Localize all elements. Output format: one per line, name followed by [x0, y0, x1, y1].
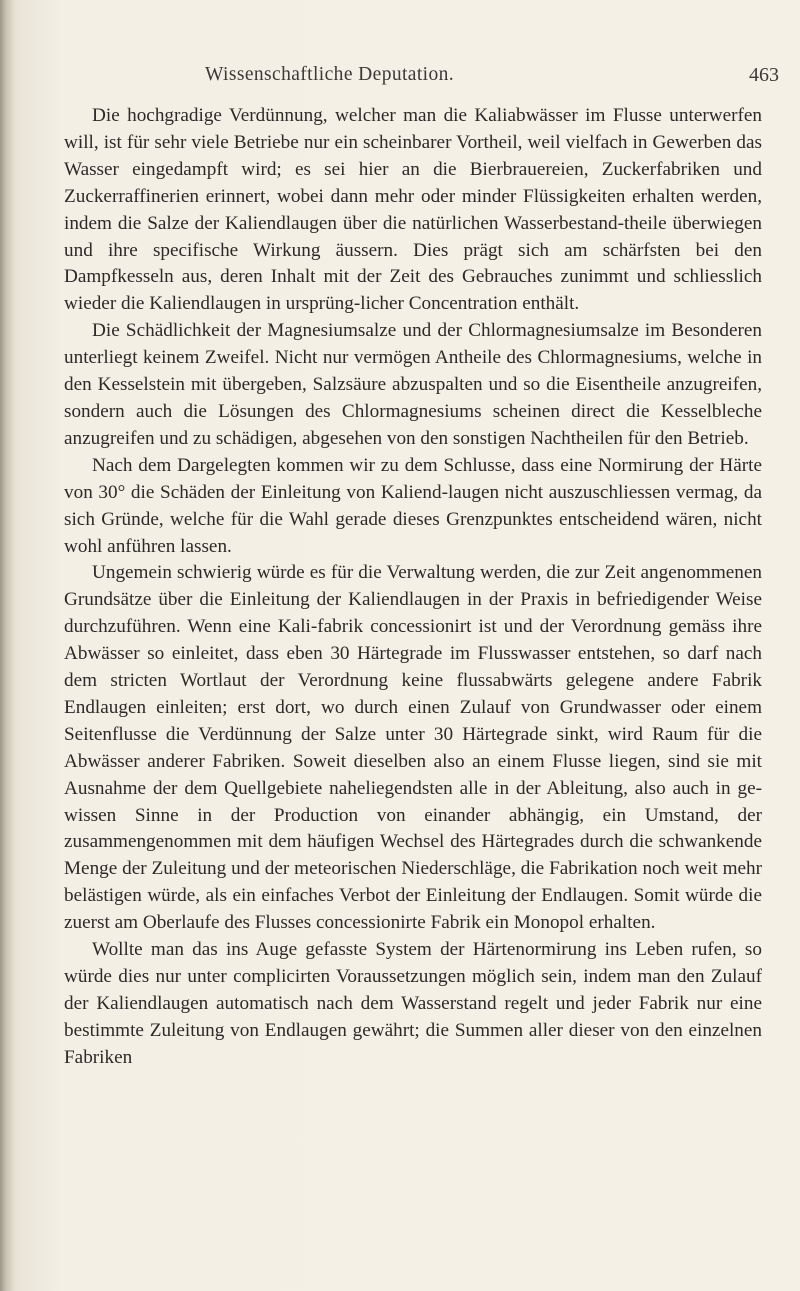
paragraph-1: Die hochgradige Verdünnung, welcher man die Kaliabwässer im Flusse unterwerfen will, ist für sehr viele Betriebe nur ein scheinbarer Vortheil, weil vielfach in Gewerben das Wasser eingedampft wird; es sei hier an die Bierbrauereien, Zuckerfabriken und Zuckerraffinerien erinnert, wobei dann mehr oder minder Flüssigkeiten erhalten werden, indem die Salze der Kaliendlaugen über die natürlichen Wasserbestand-theile überwiegen und ihre specifische Wirkung äussern. Dies prägt sich am schärfsten bei den Dampfkesseln aus, deren Inhalt mit der Zeit des Gebrauches zunimmt und schliesslich wieder die Kaliendlaugen in ursprüng-licher Concentration enthält. — [64, 105, 762, 315]
paragraph-5: Wollte man das ins Auge gefasste System der Härtenormirung ins Leben rufen, so würde dies nur unter complicirten Voraussetzungen möglich sein, indem man den Zulauf der Kaliendlaugen automatisch nach dem Wasserstand regelt und jeder Fabrik nur eine bestimmte Zuleitung von Endlaugen gewährt; die Summen aller dieser von den einzelnen Fabriken — [64, 939, 762, 1068]
paragraph-2: Die Schädlichkeit der Magnesiumsalze und der Chlormagnesiumsalze im Besonderen unterliegt keinem Zweifel. Nicht nur vermögen Antheile des Chlormagnesiums, welche in den Kesselstein mit übergeben, Salzsäure abzuspalten und so die Eisentheile anzugreifen, sondern auch die Lösungen des Chlormagnesiums scheinen direct die Kesselbleche anzugreifen und zu schädigen, abgesehen von den sonstigen Nachtheilen für den Betrieb. — [64, 320, 762, 449]
page-binding-edge — [0, 0, 14, 1291]
paragraph-3: Nach dem Dargelegten kommen wir zu dem Schlusse, dass eine Normirung der Härte von 30° die Schäden der Einleitung von Kaliend-laugen nicht auszuschliessen vermag, da sich Gründe, welche für die Wahl gerade dieses Grenzpunktes entscheidend wären, nicht wohl anführen lassen. — [64, 454, 762, 557]
body-text — [64, 103, 762, 1072]
page-number: 463 — [749, 64, 779, 86]
running-head: Wissenschaftliche Deputation. — [205, 64, 455, 85]
page-header — [205, 64, 779, 94]
paragraph-4: Ungemein schwierig würde es für die Verwaltung werden, die zur Zeit angenommenen Grundsätze über die Einleitung der Kaliendlaugen in der Praxis in befriedigender Weise durchzuführen. Wenn eine Kali-fabrik concessionirt ist und der Verordnung gemäss ihre Abwässer so einleitet, dass eben 30 Härtegrade im Flusswasser entstehen, so darf nach dem stricten Wortlaut der Verordnung keine flussabwärts gelegene andere Fabrik Endlaugen einleiten; erst dort, wo durch einen Zulauf von Grundwasser oder einem Seitenflusse die Verdünnung der Salze unter 30 Härtegrade sinkt, wird Raum für die Abwässer anderer Fabriken. Soweit dieselben also an einem Flusse liegen, sind sie mit Ausnahme der dem Quellgebiete naheliegendsten alle in der Ableitung, also auch in ge-wissen Sinne in der Production von einander abhängig, ein Umstand, der zusammengenommen mit dem häufigen Wechsel des Härtegrades durch die schwankende Menge der Zuleitung und der meteorischen Niederschläge, die Fabrikation noch weit mehr belästigen würde, als ein einfaches Verbot der Einleitung der Endlaugen. Somit würde die zuerst am Oberlaufe des Flusses concessionirte Fabrik ein Monopol erhalten. — [64, 562, 762, 934]
